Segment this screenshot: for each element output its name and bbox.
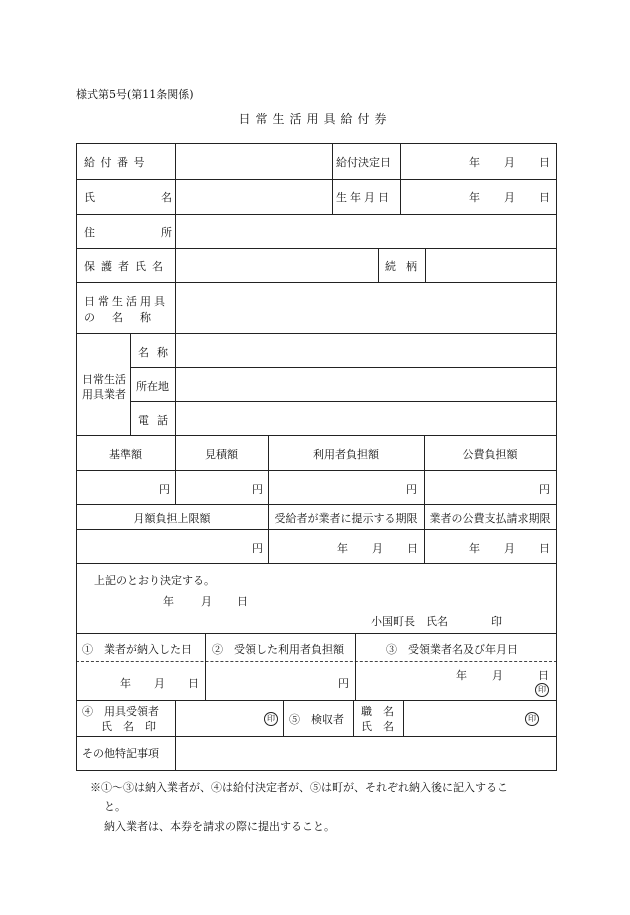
vendor-group-label-1: 日常生活 [82, 373, 126, 386]
billing-day[interactable]: 日 [539, 542, 550, 555]
inspector-name-label: 氏 名 [361, 720, 394, 733]
recipient-label-2: 氏 名 印 [101, 720, 156, 733]
remarks-field[interactable] [178, 739, 554, 768]
vendor-address-label: 所在地 [136, 380, 169, 393]
address-label: 住所 [84, 226, 238, 239]
vendor-name-label: 名称 [138, 346, 176, 359]
vendor-receipt-month[interactable]: 月 [492, 669, 503, 682]
relationship-field[interactable] [428, 250, 554, 280]
billing-year[interactable]: 年 [469, 542, 480, 555]
inspector-seal-icon [525, 711, 539, 726]
vendor-seal-icon [535, 682, 549, 697]
public-burden-unit[interactable]: 円 [539, 483, 550, 496]
estimate-amount-unit[interactable]: 円 [252, 483, 263, 496]
vendor-seal-glyph: 印 [535, 683, 549, 697]
user-burden-unit[interactable]: 円 [406, 483, 417, 496]
billing-deadline-header: 業者の公費支払請求期限 [429, 512, 551, 525]
decision-sign-month[interactable]: 月 [201, 595, 212, 608]
form-number: 様式第5号(第11条関係) [76, 88, 194, 101]
note-line-3: 納入業者は、本券を請求の際に提出すること。 [104, 820, 335, 833]
note-line-1: ※①～③は納入業者が、④は給付決定者が、⑤は町が、それぞれ納入後に記入するこ [90, 781, 508, 794]
billing-month[interactable]: 月 [504, 542, 515, 555]
decision-sign-day[interactable]: 日 [237, 595, 248, 608]
vendor-group-label-2: 用具業者 [82, 388, 126, 401]
user-burden-header: 利用者負担額 [313, 448, 379, 461]
equipment-name-label-2: の 名 称 [84, 311, 154, 324]
vendor-receipt-year[interactable]: 年 [456, 669, 467, 682]
recipient-seal-icon [264, 711, 278, 726]
received-burden-unit[interactable]: 円 [338, 677, 349, 690]
recipient-label-1: ④ 用具受領者 [82, 705, 159, 718]
vendor-receipt-day[interactable]: 日 [538, 669, 549, 682]
note-line-2: と。 [104, 800, 126, 813]
presentation-day[interactable]: 日 [407, 542, 418, 555]
delivery-month[interactable]: 月 [154, 677, 165, 690]
vendor-address-field[interactable] [178, 370, 554, 399]
monthly-cap-header: 月額負担上限額 [133, 512, 211, 525]
relationship-label: 続柄 [385, 260, 427, 273]
grant-number-label: 給付番号 [84, 156, 150, 169]
vendor-phone-field[interactable] [178, 404, 554, 433]
grant-number-field[interactable] [178, 146, 330, 177]
address-field[interactable] [178, 216, 554, 246]
received-burden-header: ② 受領した利用者負担額 [212, 643, 344, 656]
mayor-signature: 小国町長 氏名 [371, 615, 448, 628]
presentation-year[interactable]: 年 [337, 542, 348, 555]
vendor-phone-label: 電話 [138, 414, 176, 427]
monthly-cap-unit[interactable]: 円 [252, 542, 263, 555]
decision-sign-year[interactable]: 年 [163, 595, 174, 608]
guardian-name-field[interactable] [178, 250, 376, 280]
presentation-deadline-header: 受給者が業者に提示する期限 [274, 512, 418, 525]
decision-text: 上記のとおり決定する。 [94, 574, 215, 587]
dob-label: 生年月日 [336, 191, 392, 204]
public-burden-header: 公費負担額 [462, 448, 518, 461]
estimate-amount-header: 見積額 [205, 448, 238, 461]
dob-day[interactable]: 日 [539, 191, 550, 204]
equipment-name-label-1: 日常生活用具 [84, 295, 168, 308]
guardian-name-label: 保護者氏名 [84, 260, 169, 273]
name-field[interactable] [178, 181, 330, 212]
mayor-seal: 印 [491, 615, 502, 628]
remarks-label: その他特記事項 [82, 747, 159, 760]
recipient-seal-glyph: 印 [264, 712, 278, 726]
page-title: 日常生活用具給付券 [238, 112, 392, 126]
delivery-year[interactable]: 年 [120, 677, 131, 690]
dob-month[interactable]: 月 [504, 191, 515, 204]
decision-month[interactable]: 月 [504, 156, 515, 169]
equipment-name-field[interactable] [178, 285, 554, 331]
standard-amount-header: 基準額 [109, 448, 142, 461]
vendor-receipt-header: ③ 受領業者名及び年月日 [386, 643, 518, 656]
presentation-month[interactable]: 月 [372, 542, 383, 555]
decision-date-label: 給付決定日 [336, 156, 391, 169]
decision-day[interactable]: 日 [539, 156, 550, 169]
delivery-day[interactable]: 日 [188, 677, 199, 690]
vendor-name-field[interactable] [178, 336, 554, 365]
delivery-date-header: ① 業者が納入した日 [82, 643, 192, 656]
inspector-label: ⑤ 検収者 [289, 713, 344, 726]
dob-year[interactable]: 年 [469, 191, 480, 204]
inspector-seal-glyph: 印 [525, 712, 539, 726]
name-label-text: 氏名 [84, 191, 238, 204]
decision-year[interactable]: 年 [469, 156, 480, 169]
name-label [84, 189, 238, 205]
inspector-title-label: 職 名 [361, 705, 394, 718]
standard-amount-unit[interactable]: 円 [159, 483, 170, 496]
